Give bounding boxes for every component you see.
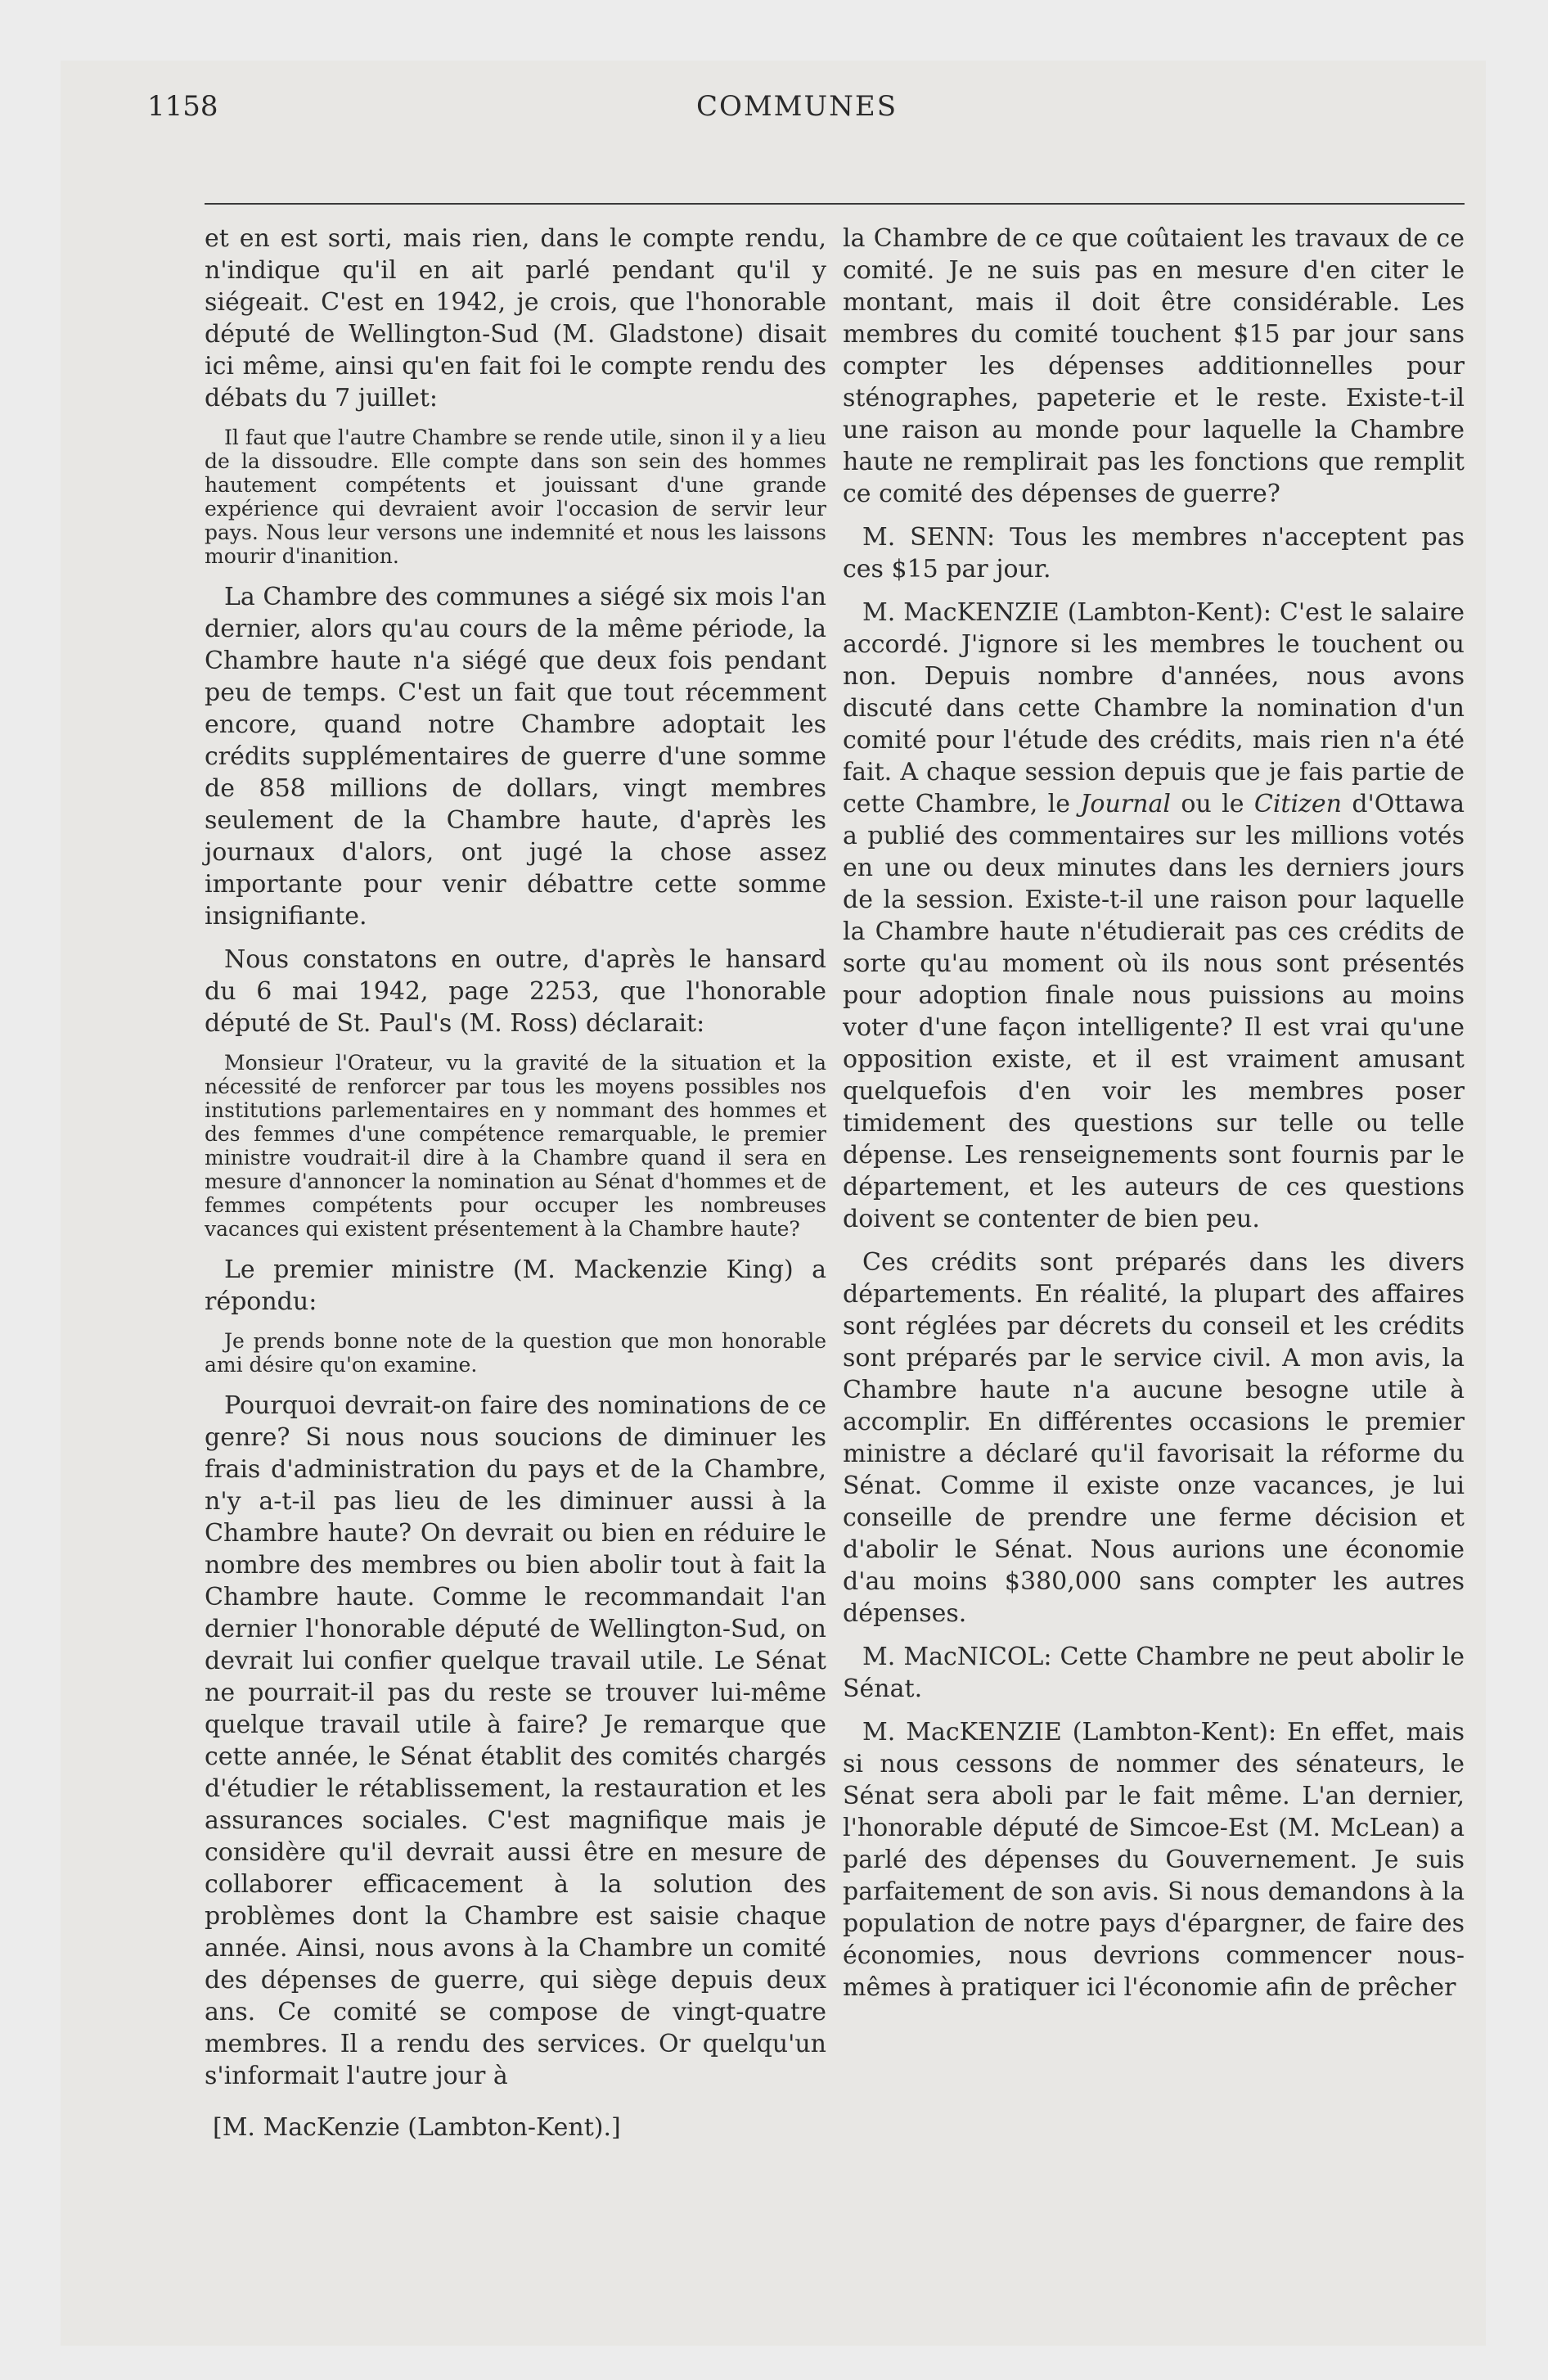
speaker-attribution: [M. MacKenzie (Lambton-Kent).] [213, 2113, 621, 2142]
right-paragraph-5: M. MacNICOL: Cette Chambre ne peut abolir le Sénat. [843, 1643, 1465, 1703]
right-paragraph-4: Ces crédits sont préparés dans les divers départements. En réalité, la plupart des affaires sont réglées par décrets du conseil et les crédits sont préparés par le service civil. A mon avis, la Chambre haute n'a aucune besogne utile à accomplir. En différentes occasions le premier ministre a déclaré qu'il favorisait la réforme du Sénat. Comme il existe onze vacances, je lui conseille de prendre une ferme décision et d'abolir le Sénat. Nous aurions une économie d'au moins $380,000 sans compter les autres dépenses. [843, 1248, 1465, 1628]
right-paragraph-3-end: d'Ottawa a publié des commentaires sur les millions votés en une ou deux minutes dans les derniers jours de la session. Existe-t-il une raison pour laquelle la Chambre haute n'étudierait pas ces crédits de sorte qu'au moment où ils nous sont présentés pour adoption finale nous puissions au moins voter d'une façon intelligente? Il est vrai qu'une opposition existe, et il est vraiment amusant quelquefois d'en voir les membres poser timidement des questions sur telle ou telle dépense. Les renseignements sont fournis par le département, et les auteurs de ces questions doivent se contenter de bien peu. [843, 790, 1465, 1233]
left-paragraph-5: Pourquoi devrait-on faire des nominations de ce genre? Si nous nous soucions de diminuer les frais d'administration du pays et de la Chambre, n'y a-t-il pas lieu de les diminuer aussi à la Chambre haute? On devrait ou bien en réduire le nombre des membres ou bien abolir tout à fait la Chambre haute. Comme le recommandait l'an dernier l'honorable député de Wellington-Sud, on devrait lui confier quelque travail utile. Le Sénat ne pourrait-il pas du reste se trouver lui-même quelque travail utile à faire? Je remarque que cette année, le Sénat établit des comités chargés d'étudier le rétablissement, la restauration et les assurances sociales. C'est magnifique mais je considère qu'il devrait aussi être en mesure de collaborer efficacement à la solution des problèmes dont la Chambre est saisie chaque année. Ainsi, nous avons à la Chambre un comité des dépenses de guerre, qui siège depuis deux ans. Ce comité se compose de vingt-quatre membres. Il a rendu des services. Or quelqu'un s'informait l'autre jour à [205, 1391, 826, 2090]
left-column [205, 223, 826, 2155]
right-paragraph-6: M. MacKENZIE (Lambton-Kent): En effet, mais si nous cessons de nommer des sénateurs, le Sénat sera aboli par le fait même. L'an dernier, l'honorable député de Simcoe-Est (M. McLean) a parlé des dépenses du Gouvernement. Je suis parfaitement de son avis. Si nous demandons à la population de notre pays d'épargner, de faire des économies, nous devrions commencer nous-mêmes à pratiquer ici l'économie afin de prêcher [843, 1718, 1465, 2002]
quote-ross: Monsieur l'Orateur, vu la gravité de la situation et la nécessité de renforcer par tous les moyens possibles nos institutions parlementaires en y nommant des hommes et des femmes d'une compétence remarquable, le premier ministre voudrait-il dire à la Chambre quand il sera en mesure d'annoncer la nomination au Sénat d'hommes et de femmes compétents pour occuper les nombreuses vacances qui existent présentement à la Chambre haute? [205, 1051, 826, 1241]
running-title: COMMUNES [695, 90, 898, 123]
page-header [147, 90, 1447, 139]
right-paragraph-2: M. SENN: Tous les membres n'acceptent pas ces $15 par jour. [843, 523, 1465, 584]
quote-gladstone: Il faut que l'autre Chambre se rende utile, sinon il y a lieu de la dissoudre. Elle compte dans son sein des hommes hautement compétents et jouissant d'une grande expérience qui devraient avoir l'occasion de servir leur pays. Nous leur versons une indemnité et nous les laissons mourir d'inanition. [205, 426, 826, 568]
right-paragraph-3-start: M. MacKENZIE (Lambton-Kent): C'est le salaire accordé. J'ignore si les membres le touchent ou non. Depuis nombre d'années, nous avons discuté dans cette Chambre la nomination d'un comité pour l'étude des crédits, mais rien n'a été fait. A chaque session depuis que je fais partie de cette Chambre, le [843, 598, 1465, 818]
left-paragraph-3: Nous constatons en outre, d'après le hansard du 6 mai 1942, page 2253, que l'honorable député de St. Paul's (M. Ross) déclarait: [205, 945, 826, 1038]
citizen-title: Citizen [1253, 790, 1342, 818]
quote-king: Je prends bonne note de la question que mon honorable ami désire qu'on examine. [205, 1329, 826, 1377]
right-paragraph-3-between: ou le [1181, 790, 1244, 818]
right-paragraph-1: la Chambre de ce que coûtaient les travaux de ce comité. Je ne suis pas en mesure d'en citer le montant, mais il doit être considérable. Les membres du comité touchent $15 par jour sans compter les dépenses additionnelles pour sténographes, papeterie et le reste. Existe-t-il une raison au monde pour laquelle la Chambre haute ne remplirait pas les fonctions que remplit ce comité des dépenses de guerre? [843, 224, 1465, 508]
left-paragraph-1: et en est sorti, mais rien, dans le compte rendu, n'indique qu'il en ait parlé pendant qu'il y siégeait. C'est en 1942, je crois, que l'honorable député de Wellington-Sud (M. Gladstone) disait ici même, ainsi qu'en fait foi le compte rendu des débats du 7 juillet: [205, 224, 826, 412]
left-paragraph-4: Le premier ministre (M. Mackenzie King) a répondu: [205, 1255, 826, 1316]
header-rule [205, 203, 1465, 205]
right-column [843, 223, 1465, 2015]
journal-title: Journal [1080, 790, 1171, 818]
right-paragraph-3 [843, 597, 1465, 1235]
left-paragraph-2: La Chambre des communes a siégé six mois l'an dernier, alors qu'au cours de la même période, la Chambre haute n'a siégé que deux fois pendant peu de temps. C'est un fait que tout récemment encore, quand notre Chambre adoptait les crédits supplémentaires de guerre d'une somme de 858 millions de dollars, vingt membres seulement de la Chambre haute, d'après les journaux d'alors, ont jugé la chose assez importante pour venir débattre cette somme insignifiante. [205, 583, 826, 931]
page-number: 1158 [147, 90, 218, 123]
